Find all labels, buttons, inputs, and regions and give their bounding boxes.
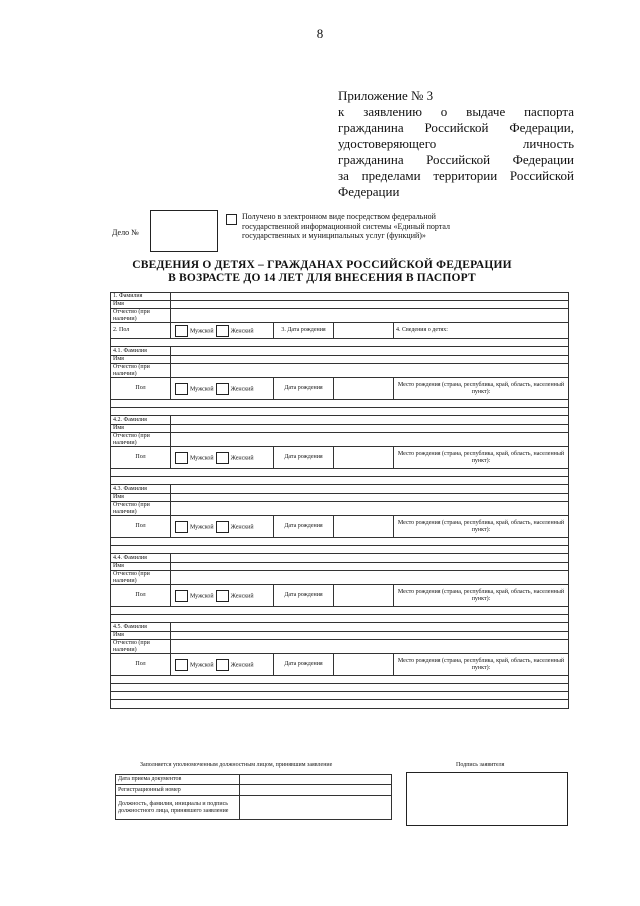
applicant-sex-options [171,323,274,339]
child-patronymic-field[interactable] [171,640,569,654]
appendix-line: гражданина Российской Федерации, [338,120,574,135]
child-sex-label: Пол [111,516,171,538]
male-label: Мужской [190,385,214,392]
child-name-field[interactable] [171,494,569,502]
page-number: 8 [316,26,324,41]
child-patronymic-label: Отчество (при наличии) [111,640,171,654]
spacer-row [111,615,569,623]
female-label: Женский [230,454,254,461]
female-checkbox[interactable] [216,659,229,671]
child-patronymic-field[interactable] [171,571,569,585]
child-extra-row[interactable] [111,607,569,615]
date-received-label: Дата приема документов [116,775,240,785]
female-label: Женский [230,661,254,668]
child-name-field[interactable] [171,356,569,364]
female-checkbox[interactable] [216,521,229,533]
reg-number-label: Регистрационный номер [116,785,240,796]
applicant-signature-caption: Подпись заявителя [456,762,505,768]
appendix-line: за пределами территории Российской [338,168,574,183]
name-label: Имя [111,301,171,309]
child-extra-row[interactable] [111,676,569,684]
appendix-line: к заявлению о выдаче паспорта [338,104,574,119]
child-surname-label: 4.1. Фамилия [111,347,171,356]
appendix-title: Приложение № 3 [338,88,434,103]
blank-row[interactable] [111,692,569,700]
child-name-label: Имя [111,356,171,364]
child-name-label: Имя [111,494,171,502]
surname-label: 1. Фамилия [111,293,171,301]
female-label: Женский [230,523,254,530]
birth-date-label: 3. Дата рождения [274,323,334,339]
child-extra-row[interactable] [111,400,569,408]
spacer-row [111,408,569,416]
child-patronymic-label: Отчество (при наличии) [111,502,171,516]
child-birth-date-label: Дата рождения [274,516,334,538]
child-patronymic-field[interactable] [171,502,569,516]
spacer-row [111,684,569,692]
appendix-note [338,88,574,200]
child-extra-row[interactable] [111,469,569,477]
applicant-signature-box[interactable] [406,772,568,826]
child-surname-label: 4.2. Фамилия [111,416,171,425]
electronic-receipt-note: Получено в электронном виде посредством федеральной государственной информационной системы «Единый портал государственных и муниципальных услуг (функций)» [242,212,451,240]
official-table [115,774,392,820]
case-number-box[interactable] [150,210,218,252]
case-number-label: Дело № [112,228,139,237]
male-checkbox[interactable] [175,452,188,464]
child-patronymic-label: Отчество (при наличии) [111,433,171,447]
date-received-field[interactable] [240,775,392,785]
child-sex-options [171,585,274,607]
male-checkbox[interactable] [175,659,188,671]
child-patronymic-field[interactable] [171,433,569,447]
child-surname-field[interactable] [171,416,569,425]
male-label: Мужской [190,592,214,599]
child-patronymic-field[interactable] [171,364,569,378]
child-name-label: Имя [111,563,171,571]
child-birth-place-label: Место рождения (страна, республика, край, область, населенный пункт): [394,654,569,676]
female-checkbox[interactable] [216,590,229,602]
child-name-field[interactable] [171,563,569,571]
child-sex-options [171,378,274,400]
child-birth-date-label: Дата рождения [274,654,334,676]
official-position-field[interactable] [240,796,392,820]
female-label: Женский [230,327,254,334]
male-label: Мужской [190,523,214,530]
male-checkbox[interactable] [175,521,188,533]
spacer-row [111,339,569,347]
appendix-line: удостоверяющего личность [338,136,574,151]
child-birth-place-label: Место рождения (страна, республика, край, область, населенный пункт): [394,585,569,607]
child-birth-date-label: Дата рождения [274,447,334,469]
child-birth-date-field[interactable] [334,447,394,469]
sex-label: 2. Пол [111,323,171,339]
child-name-label: Имя [111,425,171,433]
child-surname-field[interactable] [171,347,569,356]
female-checkbox[interactable] [216,325,229,337]
male-checkbox[interactable] [175,325,188,337]
child-surname-label: 4.4. Фамилия [111,554,171,563]
child-sex-label: Пол [111,585,171,607]
child-surname-label: 4.3. Фамилия [111,485,171,494]
child-surname-field[interactable] [171,554,569,563]
child-surname-field[interactable] [171,623,569,632]
child-sex-label: Пол [111,447,171,469]
child-surname-label: 4.5. Фамилия [111,623,171,632]
child-birth-place-label: Место рождения (страна, республика, край, область, населенный пункт): [394,447,569,469]
child-name-field[interactable] [171,425,569,433]
child-birth-place-label: Место рождения (страна, республика, край, область, населенный пункт): [394,378,569,400]
female-label: Женский [230,592,254,599]
child-sex-options [171,447,274,469]
children-info-label: 4. Сведения о детях: [394,323,569,339]
blank-row[interactable] [111,700,569,709]
electronic-receipt-checkbox[interactable] [226,214,237,225]
child-birth-place-label: Место рождения (страна, республика, край, область, населенный пункт): [394,516,569,538]
children-info-table [110,292,569,709]
child-surname-field[interactable] [171,485,569,494]
patronymic-label: Отчество (при наличии) [111,309,171,323]
birth-date-field[interactable] [334,323,394,339]
child-patronymic-label: Отчество (при наличии) [111,364,171,378]
child-extra-row[interactable] [111,538,569,546]
spacer-row [111,477,569,485]
male-label: Мужской [190,454,214,461]
appendix-line: гражданина Российской Федерации [338,152,574,167]
male-label: Мужской [190,327,214,334]
official-position-label: Должность, фамилия, инициалы и подпись должностного лица, принявшего заявление [116,796,240,820]
child-name-label: Имя [111,632,171,640]
heading-line: В ВОЗРАСТЕ ДО 14 ЛЕТ ДЛЯ ВНЕСЕНИЯ В ПАСПОРТ [168,272,476,284]
child-sex-options [171,516,274,538]
name-field[interactable] [171,301,569,309]
male-checkbox[interactable] [175,590,188,602]
female-checkbox[interactable] [216,452,229,464]
child-name-field[interactable] [171,632,569,640]
child-birth-date-field[interactable] [334,378,394,400]
child-birth-date-field[interactable] [334,585,394,607]
official-caption: Заполняется уполномоченным должностным лицом, принявшим заявление [140,762,333,768]
child-birth-date-field[interactable] [334,516,394,538]
male-checkbox[interactable] [175,383,188,395]
female-label: Женский [230,385,254,392]
appendix-line: Федерации [338,184,400,199]
surname-field[interactable] [171,293,569,301]
child-birth-date-label: Дата рождения [274,585,334,607]
child-patronymic-label: Отчество (при наличии) [111,571,171,585]
child-sex-options [171,654,274,676]
child-sex-label: Пол [111,378,171,400]
child-birth-date-label: Дата рождения [274,378,334,400]
child-birth-date-field[interactable] [334,654,394,676]
male-label: Мужской [190,661,214,668]
spacer-row [111,546,569,554]
heading-line: СВЕДЕНИЯ О ДЕТЯХ – ГРАЖДАНАХ РОССИЙСКОЙ ФЕДЕРАЦИИ [132,259,512,271]
patronymic-field[interactable] [171,309,569,323]
form-heading [110,259,534,285]
female-checkbox[interactable] [216,383,229,395]
child-sex-label: Пол [111,654,171,676]
reg-number-field[interactable] [240,785,392,796]
